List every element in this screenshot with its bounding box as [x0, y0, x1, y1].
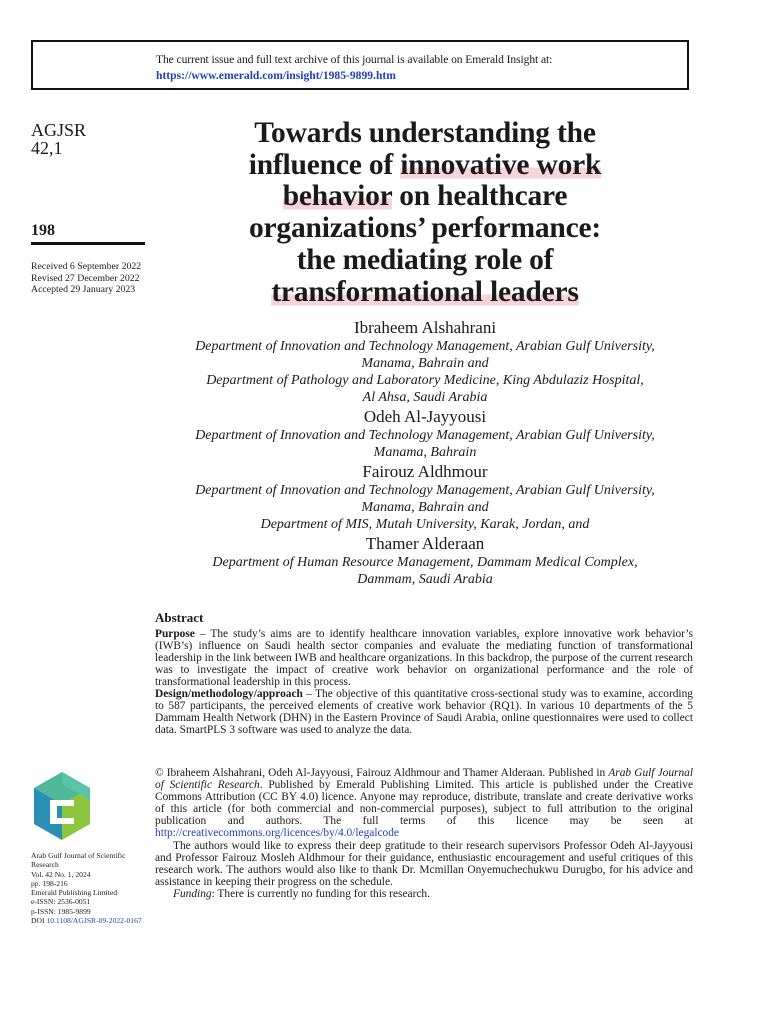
- doi-link[interactable]: 10.1108/AGJSR-09-2022-0167: [46, 916, 142, 926]
- affiliation: Department of Innovation and Technology Management, Arabian Gulf University,: [195, 483, 655, 498]
- affiliation: Manama, Bahrain and: [361, 356, 489, 371]
- title-highlight: transformational leaders: [271, 275, 579, 308]
- license-footnote: [155, 767, 693, 900]
- abstract-heading: Abstract: [155, 610, 204, 625]
- pissn: p-ISSN: 1985-9899: [31, 906, 91, 916]
- journal-title-italic: Arab Gulf Journal of Scientific Research: [155, 767, 693, 792]
- received-date: Received 6 September 2022: [31, 261, 142, 272]
- licence-link[interactable]: http://creativecommons.org/licences/by/4.0/legalcode: [155, 827, 399, 840]
- journal-abbreviation: AGJSR: [31, 120, 87, 140]
- author-name: Fairouz Aldhmour: [362, 462, 488, 481]
- affiliation: Al Ahsa, Saudi Arabia: [362, 390, 488, 405]
- funding-text: : There is currently no funding for this research.: [211, 887, 430, 900]
- affiliation: Manama, Bahrain: [373, 445, 477, 460]
- acknowledgements-paragraph: The authors would like to express their deep gratitude to their research supervisors Professor Odeh Al-Jayyousi and Professor Fairouz Mosleh Aldhmour for their guidance, enthusiastic encouragement and useful critiques of this research work. The authors would also like to thank Dr. Mcmillan Onyemuchechukwu Durugbo, for his advice and assistance in keeping their progress on the schedule.: [155, 839, 693, 888]
- page-number-rule: [31, 242, 145, 245]
- author-name: Odeh Al-Jayyousi: [363, 407, 487, 426]
- abstract-purpose: [155, 628, 693, 688]
- author-name: Ibraheem Alshahrani: [353, 318, 497, 337]
- affiliation: Department of Innovation and Technology Management, Arabian Gulf University,: [195, 428, 655, 443]
- journal-name: Arab Gulf Journal of Scientific Research: [31, 851, 126, 870]
- design-label: Design/methodology/approach: [155, 688, 303, 700]
- title-line: the mediating role of: [296, 243, 554, 276]
- affiliation: Department of Innovation and Technology Management, Arabian Gulf University,: [195, 339, 655, 354]
- design-text: – The objective of this quantitative cross-sectional study was to examine, according to 587 participants, the perceived elements of creative work behavior (RQ1). In various 10 departments of the 5 Dammam Health Network (DHN) in the Eastern Province of Saudi Arabia, online questionnaires were used to collect data. SmartPLS 3 software was used to analyze the data.: [155, 688, 693, 736]
- journal-url-link[interactable]: https://www.emerald.com/insight/1985-9899.htm: [156, 69, 396, 82]
- author-name: Thamer Alderaan: [365, 534, 485, 553]
- purpose-label: Purpose: [155, 628, 195, 640]
- journal-notice-box: [31, 40, 689, 90]
- article-title: [160, 118, 690, 308]
- doi-line: [31, 916, 151, 925]
- article-history: [31, 261, 147, 296]
- notice-text: The current issue and full text archive of this journal is available on Emerald Insight at:: [156, 53, 553, 66]
- funding-label: Funding: [173, 887, 212, 900]
- title-line: [160, 181, 690, 213]
- abstract-section: [155, 610, 693, 736]
- title-text: on healthcare: [392, 180, 568, 213]
- publisher: Emerald Publishing Limited: [31, 888, 118, 898]
- doi-label: DOI: [31, 916, 45, 926]
- copyright-text: © Ibraheem Alshahrani, Odeh Al-Jayyousi, Fairouz Aldhmour and Thamer Alderaan. Published in: [155, 767, 609, 779]
- affiliation: Department of Pathology and Laboratory Medicine, King Abdulaziz Hospital,: [206, 373, 644, 388]
- title-line: Towards understanding the: [254, 117, 596, 149]
- title-line: [160, 277, 690, 309]
- affiliation: Department of Human Resource Management, Dammam Medical Complex,: [212, 555, 638, 570]
- license-paragraph: [155, 767, 693, 840]
- journal-metadata: [31, 851, 151, 925]
- affiliation: Manama, Bahrain and: [361, 500, 489, 515]
- title-line: organizations’ performance:: [248, 212, 602, 245]
- accepted-date: Accepted 29 January 2023: [31, 284, 136, 295]
- revised-date: Revised 27 December 2022: [31, 272, 140, 284]
- author-list: [150, 317, 700, 588]
- volume-issue: 42,1: [31, 138, 63, 158]
- affiliation: Dammam, Saudi Arabia: [357, 572, 493, 587]
- title-line: [160, 150, 690, 182]
- title-highlight: innovative work: [400, 148, 602, 181]
- page-range: pp. 198-216: [31, 878, 68, 888]
- license-text: . Published by Emerald Publishing Limited. This article is published under the Creative Commons Attribution (CC BY 4.0) licence. Anyone may reproduce, distribute, translate and create derivative works of this article (for both commercial and non-commercial purposes), subject to full attribution to the original publication and authors. The full terms of this licence may be seen at: [155, 779, 693, 828]
- page-number: 198: [31, 222, 55, 239]
- eissn: e-ISSN: 2536-0051: [31, 897, 91, 907]
- emerald-logo-icon: [30, 770, 94, 842]
- purpose-text: – The study’s aims are to identify healthcare innovation variables, explore innovative work behavior’s (IWB’s) influence on Saudi health sector companies and evaluate the mediating function of transformational leadership in the link between IWB and healthcare organizations. In this backdrop, the purpose of the current research was to investigate the impact of creative work behavior on organizational performance and the role of transformational leadership in this process.: [155, 628, 693, 688]
- volume-info: Vol. 42 No. 1, 2024: [31, 869, 91, 879]
- abstract-design: [155, 688, 693, 736]
- funding-paragraph: [155, 888, 693, 900]
- title-highlight: behavior: [282, 180, 393, 213]
- affiliation: Department of MIS, Mutah University, Karak, Jordan, and: [260, 517, 590, 532]
- title-text: influence of: [248, 148, 401, 181]
